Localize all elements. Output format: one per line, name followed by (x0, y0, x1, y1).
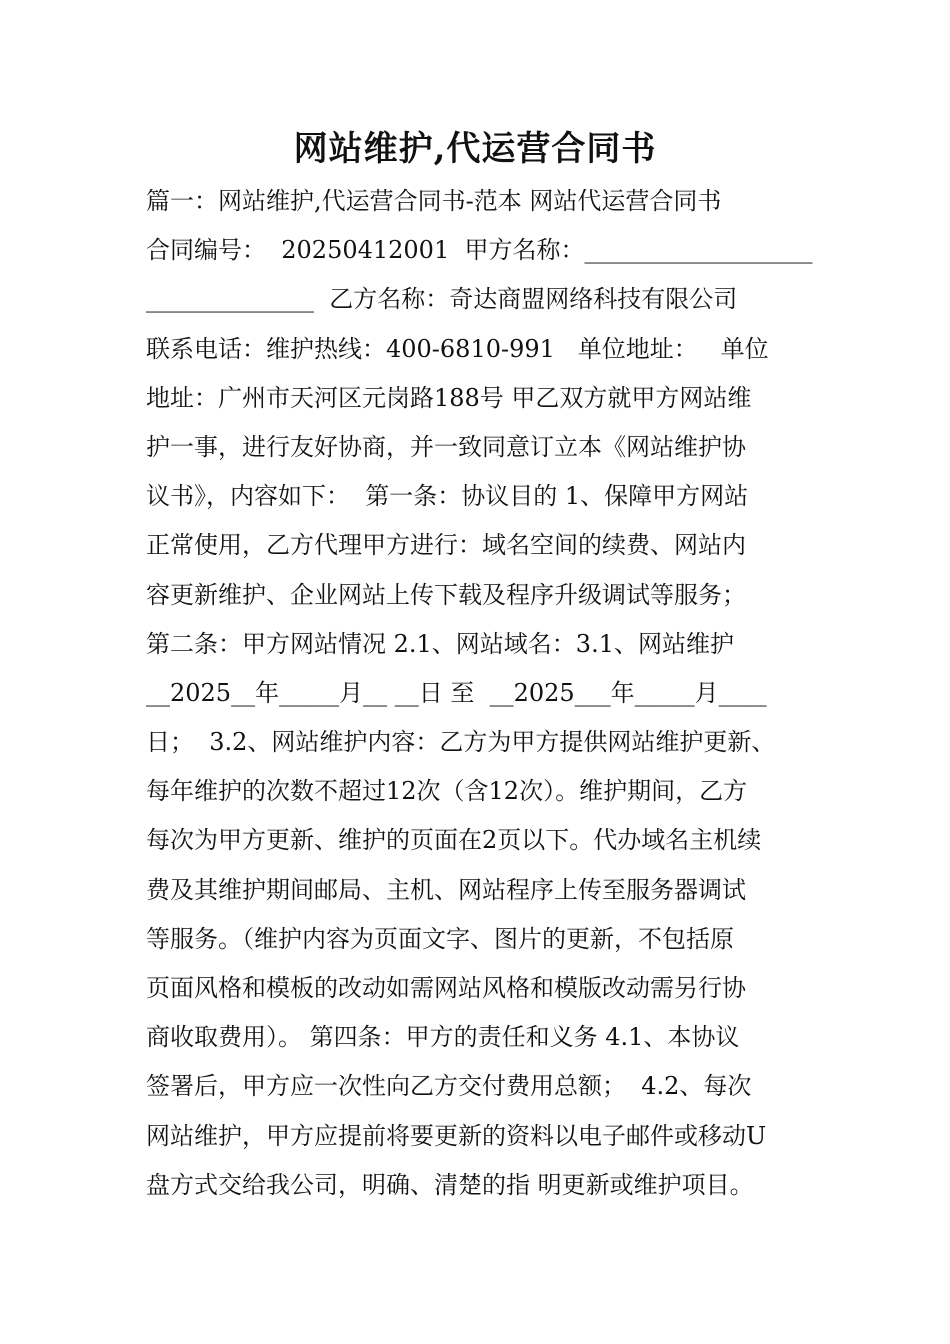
body-line-20: 网站维护，甲方应提前将要更新的资料以电子邮件或移动U (146, 1121, 767, 1150)
body-line-19: 签署后，甲方应一次性向乙方交付费用总额； 4.2、每次 (146, 1072, 752, 1101)
body-line-16: 等服务。（维护内容为页面文字、图片的更新，不包括原 (146, 924, 734, 953)
body-line-2: 合同编号： 20250412001 甲方名称：___________________ (146, 236, 813, 265)
body-line-8: 正常使用，乙方代理甲方进行：域名空间的续费、网站内 (146, 531, 746, 560)
document-body (146, 177, 846, 1210)
body-line-4: 联系电话：维护热线：400-6810-991 单位地址： 单位 (146, 334, 769, 363)
document-title: 网站维护,代运营合同书 (293, 129, 657, 169)
body-line-21: 盘方式交给我公司，明确、清楚的指 明更新或维护项目。 (146, 1170, 754, 1199)
body-line-11: __2025__年_____月__ __日 至 __2025___年_____月____ (146, 678, 767, 707)
body-line-18: 商收取费用）。 第四条：甲方的责任和义务 4.1、本协议 (146, 1023, 740, 1052)
body-line-17: 页面风格和模板的改动如需网站风格和模版改动需另行协 (146, 974, 746, 1002)
body-line-1: 篇一：网站维护,代运营合同书-范本 网站代运营合同书 (146, 187, 722, 215)
body-line-15: 费及其维护期间邮局、主机、网站程序上传至服务器调试 (146, 875, 746, 904)
body-line-10: 第二条：甲方网站情况 2.1、网站域名：3.1、网站维护 (146, 629, 734, 658)
body-line-12: 日； 3.2、网站维护内容：乙方为甲方提供网站维护更新、 (146, 728, 776, 757)
body-line-14: 每次为甲方更新、维护的页面在2页以下。代办域名主机续 (146, 826, 762, 855)
body-line-9: 容更新维护、企业网站上传下载及程序升级调试等服务； (146, 580, 746, 609)
body-line-7: 议书》，内容如下： 第一条：协议目的 1、保障甲方网站 (146, 482, 749, 511)
body-line-13: 每年维护的次数不超过12次（含12次）。维护期间，乙方 (146, 777, 748, 806)
body-line-3: ______________ 乙方名称：奇达商盟网络科技有限公司 (146, 285, 738, 314)
body-line-6: 护一事，进行友好协商，并一致同意订立本《网站维护协 (146, 432, 746, 461)
body-line-5: 地址：广州市天河区元岗路188号 甲乙双方就甲方网站维 (146, 383, 752, 412)
